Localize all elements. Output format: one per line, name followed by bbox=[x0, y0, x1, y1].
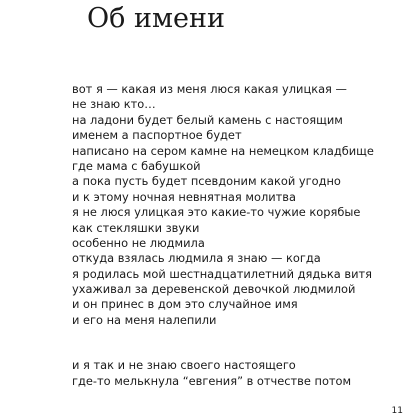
poem-line: вот я — какая из меня люся какая улицкая — bbox=[72, 82, 347, 96]
stanza-break bbox=[72, 328, 412, 358]
poem-body bbox=[72, 82, 412, 389]
poem-line: как стекляшки звуки bbox=[72, 220, 200, 235]
page-number: 11 bbox=[391, 406, 403, 416]
poem-line: на ладони будет белый камень с настоящим bbox=[72, 112, 343, 127]
poem-line: где мама с бабушкой bbox=[72, 158, 201, 173]
poem-line: где-то мелькнула “евгения” в отчестве потом bbox=[72, 373, 352, 388]
poem-title: Об имени bbox=[87, 3, 225, 34]
poem-line: и я так и не знаю своего настоящего bbox=[72, 358, 296, 373]
poem-line: и его на меня налепили bbox=[72, 312, 217, 327]
poem-line: откуда взялась людмила я знаю — когда bbox=[72, 251, 321, 266]
poem-line: не знаю кто… bbox=[72, 97, 156, 112]
poem-line: и он принес в дом это случайное имя bbox=[72, 297, 298, 312]
poem-line: и к этому ночная невнятная молитва bbox=[72, 189, 296, 204]
poem-line: а пока пусть будет псевдоним какой угодно bbox=[72, 174, 341, 189]
poem-line: я не люся улицкая это какие-то чужие корябые bbox=[72, 205, 361, 220]
poem-line: особенно не людмила bbox=[72, 235, 205, 250]
poem-line: написано на сером камне на немецком кладбище bbox=[72, 143, 374, 158]
poem-line: ухаживал за деревенской девочкой людмилой bbox=[72, 282, 356, 297]
poem-line: именем а паспортное будет bbox=[72, 128, 242, 143]
poem-line: я родилась мой шестнадцатилетний дядька витя bbox=[72, 266, 372, 281]
